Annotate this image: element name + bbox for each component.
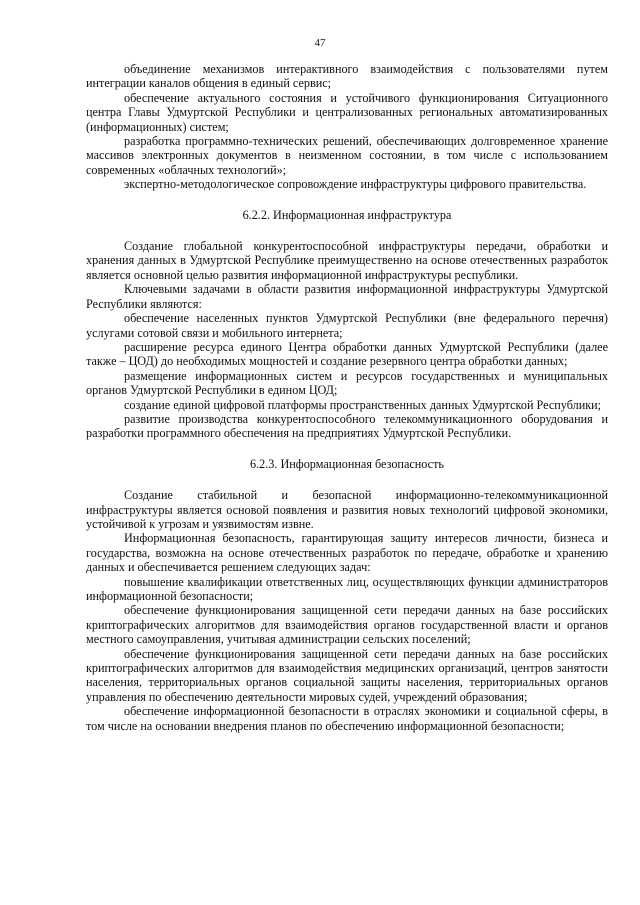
section-heading-6-2-3: 6.2.3. Информационная безопасность <box>250 456 444 471</box>
intro-paragraph: разработка программно-технических решений, обеспечивающих долговременное хранение массивов электронных документов в неизменном состоянии, в том числе с использованием современных «облачных технологий»; <box>86 134 608 177</box>
page-number: 47 <box>314 37 326 49</box>
section-paragraph: Информационная безопасность, гарантирующая защиту интересов личности, бизнеса и государства, возможна на основе отечественных разработок по передаче, обработке и хранению данных и обеспечивается решением следующих задач: <box>86 531 608 575</box>
section-paragraph: обеспечение функционирования защищенной сети передачи данных на базе российских криптографических алгоритмов для взаимодействия органов государственной власти и органов местного самоуправления, учитывая администрации сельских поселений; <box>86 603 608 647</box>
section-paragraph: расширение ресурса единого Центра обработки данных Удмуртской Республики (далее также – ЦОД) до необходимых мощностей и создание резервного центра обработки данных; <box>86 339 608 369</box>
section-paragraph: повышение квалификации ответственных лиц, осуществляющих функции администраторов информационной безопасности; <box>86 574 608 603</box>
intro-paragraph: объединение механизмов интерактивного взаимодействия с пользователями путем интеграции каналов общения в единый сервис; <box>86 62 608 91</box>
section-paragraph: Создание стабильной и безопасной информационно-телекоммуникационной инфраструктуры является основой появления и развития новых технологий цифровой экономики, устойчивой к угрозам и уязвимостям извне. <box>86 488 608 531</box>
page-content <box>86 62 608 733</box>
section-paragraph: обеспечение функционирования защищенной сети передачи данных на базе российских криптографических алгоритмов для взаимодействия медицинских организаций, центров занятости населения, территориальных органов социальной защиты населения, территориальных органов управления по обеспечению деятельности мировых судей, учреждений образования; <box>86 646 608 704</box>
section-heading-6-2-2: 6.2.2. Информационная инфраструктура <box>242 207 452 222</box>
section-paragraph: развитие производства конкурентоспособного телекоммуникационного оборудования и разработки программного обеспечения на предприятиях Удмуртской Республики. <box>86 411 608 441</box>
section-paragraph: Ключевыми задачами в области развития информационной инфраструктуры Удмуртской Республики являются: <box>86 282 608 311</box>
section-paragraph: обеспечение населенных пунктов Удмуртской Республики (вне федерального перечня) услугами сотовой связи и мобильного интернета; <box>86 311 608 340</box>
section-paragraph: Создание глобальной конкурентоспособной инфраструктуры передачи, обработки и хранения данных в Удмуртской Республике преимущественно на основе отечественных разработок является основной целью развития информационной инфраструктуры республики. <box>86 239 608 282</box>
section-paragraph: создание единой цифровой платформы пространственных данных Удмуртской Республики; <box>124 397 602 412</box>
intro-paragraph: обеспечение актуального состояния и устойчивого функционирования Ситуационного центра Главы Удмуртской Республики и централизованных региональных автоматизированных (информационных) систем; <box>86 90 608 134</box>
section-paragraph: обеспечение информационной безопасности в отраслях экономики и социальной сферы, в том числе на основании внедрения планов по обеспечению информационной безопасности; <box>86 704 608 733</box>
section-paragraph: размещение информационных систем и ресурсов государственных и муниципальных органов Удмуртской Республики в едином ЦОД; <box>86 368 608 398</box>
intro-paragraph: экспертно-методологическое сопровождение инфраструктуры цифрового правительства. <box>124 177 587 192</box>
